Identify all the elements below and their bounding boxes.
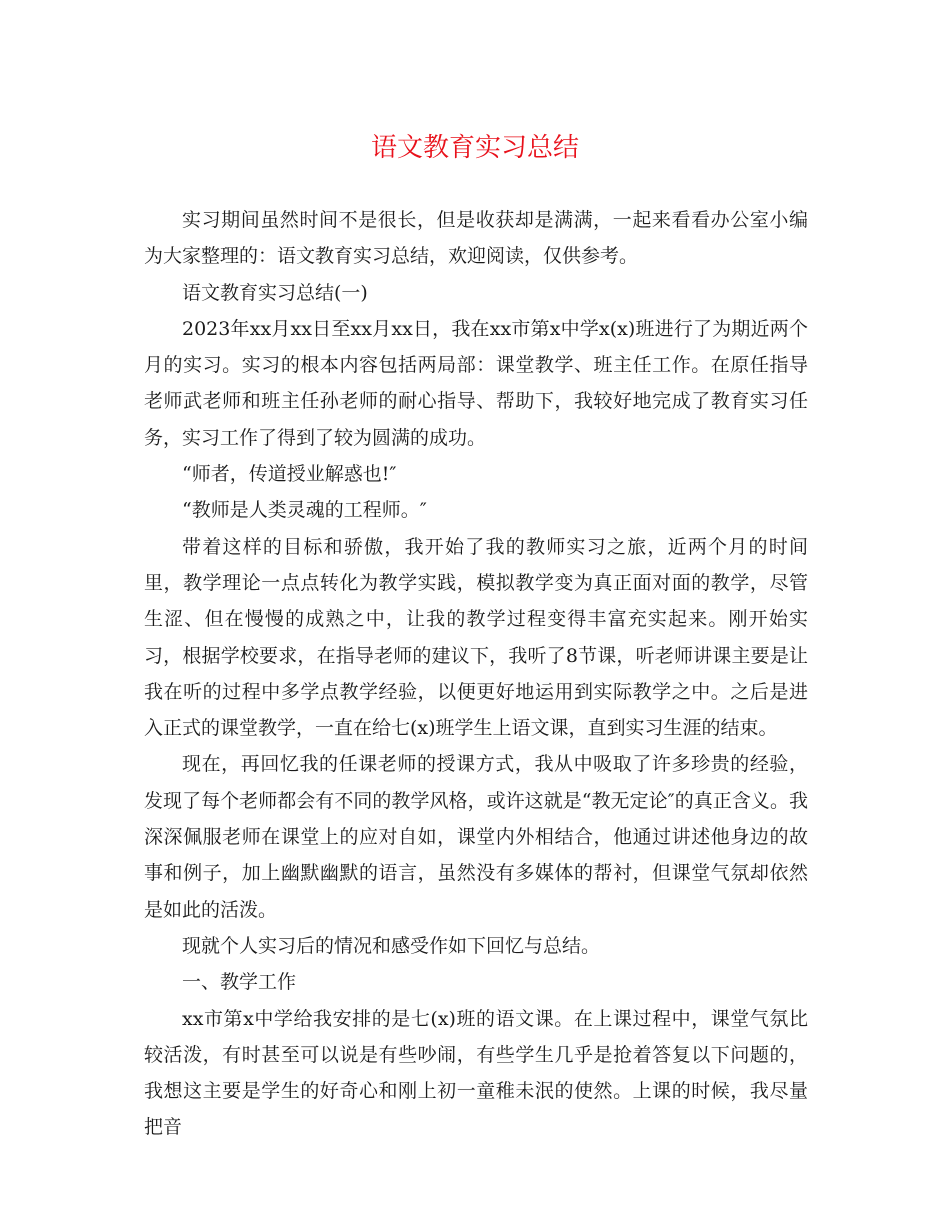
quote-line: “师者，传道授业解惑也!″	[182, 463, 397, 486]
body-paragraph: 现在，再回忆我的任课老师的授课方式，我从中吸取了许多珍贵的经验，发现了每个老师都会有不同的教学风格，或许这就是“教无定论″的真正含义。我深深佩服老师在课堂上的应对自如，课堂内外相结合，他通过讲述他身边的故事和例子，加上幽默幽默的语言，虽然没有多媒体的帮衬，但课堂气氛却依然是如此的活泼。	[144, 753, 808, 921]
intro-paragraph: 实习期间虽然时间不是很长，但是收获却是满满，一起来看看办公室小编为大家整理的：语文教育实习总结，欢迎阅读，仅供参考。	[144, 209, 808, 268]
body-paragraph: 带着这样的目标和骄傲，我开始了我的教师实习之旅，近两个月的时间里，教学理论一点点转化为教学实践，模拟教学变为真正面对面的教学，尽管生涩、但在慢慢的成熟之中，让我的教学过程变得丰富充实起来。刚开始实习，根据学校要求，在指导老师的建议下，我听了8节课，听老师讲课主要是让我在听的过程中多学点教学经验，以便更好地运用到实际教学之中。之后是进入正式的课堂教学，一直在给七(x)班学生上语文课，直到实习生涯的结束。	[144, 535, 808, 740]
section-heading: 语文教育实习总结(一)	[182, 281, 368, 304]
quote-line: “教师是人类灵魂的工程师。″	[182, 499, 427, 522]
body-paragraph: xx市第x中学给我安排的是七(x)班的语文课。在上课过程中，课堂气氛比较活泼，有时甚至可以说是有些吵闹，有些学生几乎是抢着答复以下问题的，我想这主要是学生的好奇心和刚上初一童稚未泯的使然。上课的时候，我尽量把音	[144, 1007, 808, 1139]
document-body	[144, 202, 808, 1146]
document-title: 语文教育实习总结	[370, 133, 579, 163]
body-paragraph: 现就个人实习后的情况和感受作如下回忆与总结。	[182, 934, 601, 957]
section-heading: 一、教学工作	[182, 971, 297, 994]
body-paragraph: 2023年xx月xx日至xx月xx日，我在xx市第x中学x(x)班进行了为期近两个月的实习。实习的根本内容包括两局部：课堂教学、班主任工作。在原任指导老师武老师和班主任孙老师的耐心指导、帮助下，我较好地完成了教育实习任务，实习工作了得到了较为圆满的成功。	[144, 317, 808, 449]
